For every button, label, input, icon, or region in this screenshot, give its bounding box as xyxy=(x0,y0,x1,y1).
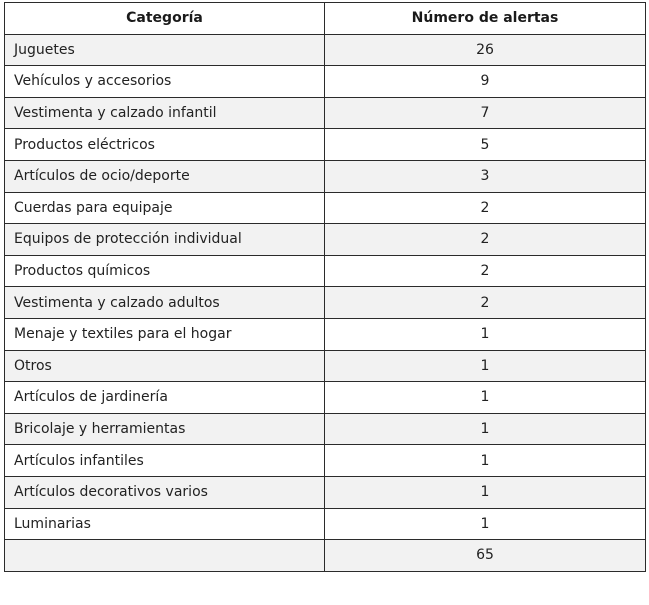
row-category: Vestimenta y calzado adultos xyxy=(5,287,325,319)
row-count: 1 xyxy=(325,413,646,445)
row-category: Artículos de jardinería xyxy=(5,382,325,414)
row-count: 5 xyxy=(325,129,646,161)
table-row xyxy=(5,160,646,192)
row-count: 1 xyxy=(325,476,646,508)
table-header-row xyxy=(5,3,646,35)
row-category: Artículos infantiles xyxy=(5,445,325,477)
row-category: Juguetes xyxy=(5,34,325,66)
header-alert-count: Número de alertas xyxy=(325,3,646,35)
header-category: Categoría xyxy=(5,3,325,35)
alerts-table-container xyxy=(4,2,645,572)
row-count: 1 xyxy=(325,382,646,414)
row-category: Luminarias xyxy=(5,508,325,540)
table-row xyxy=(5,34,646,66)
row-category: Vestimenta y calzado infantil xyxy=(5,97,325,129)
row-count: 1 xyxy=(325,508,646,540)
row-count: 7 xyxy=(325,97,646,129)
row-category: Menaje y textiles para el hogar xyxy=(5,318,325,350)
row-category: Bricolaje y herramientas xyxy=(5,413,325,445)
row-category: Vehículos y accesorios xyxy=(5,66,325,98)
row-count: 2 xyxy=(325,192,646,224)
table-row xyxy=(5,66,646,98)
total-count: 65 xyxy=(325,540,646,572)
table-row xyxy=(5,318,646,350)
row-category: Productos químicos xyxy=(5,255,325,287)
table-row xyxy=(5,382,646,414)
row-count: 2 xyxy=(325,224,646,256)
row-count: 2 xyxy=(325,255,646,287)
alerts-by-category-table xyxy=(4,2,646,572)
row-count: 3 xyxy=(325,160,646,192)
table-row xyxy=(5,97,646,129)
table-body xyxy=(5,34,646,571)
row-count: 1 xyxy=(325,350,646,382)
row-category: Equipos de protección individual xyxy=(5,224,325,256)
row-category: Cuerdas para equipaje xyxy=(5,192,325,224)
row-count: 26 xyxy=(325,34,646,66)
row-category: Otros xyxy=(5,350,325,382)
row-category: Artículos de ocio/deporte xyxy=(5,160,325,192)
table-row xyxy=(5,287,646,319)
table-row xyxy=(5,192,646,224)
row-count: 1 xyxy=(325,318,646,350)
row-count: 1 xyxy=(325,445,646,477)
table-row xyxy=(5,508,646,540)
total-label xyxy=(5,540,325,572)
row-count: 9 xyxy=(325,66,646,98)
table-row xyxy=(5,476,646,508)
row-count: 2 xyxy=(325,287,646,319)
table-row xyxy=(5,129,646,161)
table-row xyxy=(5,350,646,382)
table-row xyxy=(5,255,646,287)
row-category: Artículos decorativos varios xyxy=(5,476,325,508)
table-row xyxy=(5,224,646,256)
table-row xyxy=(5,445,646,477)
row-category: Productos eléctricos xyxy=(5,129,325,161)
table-row xyxy=(5,413,646,445)
table-total-row xyxy=(5,540,646,572)
